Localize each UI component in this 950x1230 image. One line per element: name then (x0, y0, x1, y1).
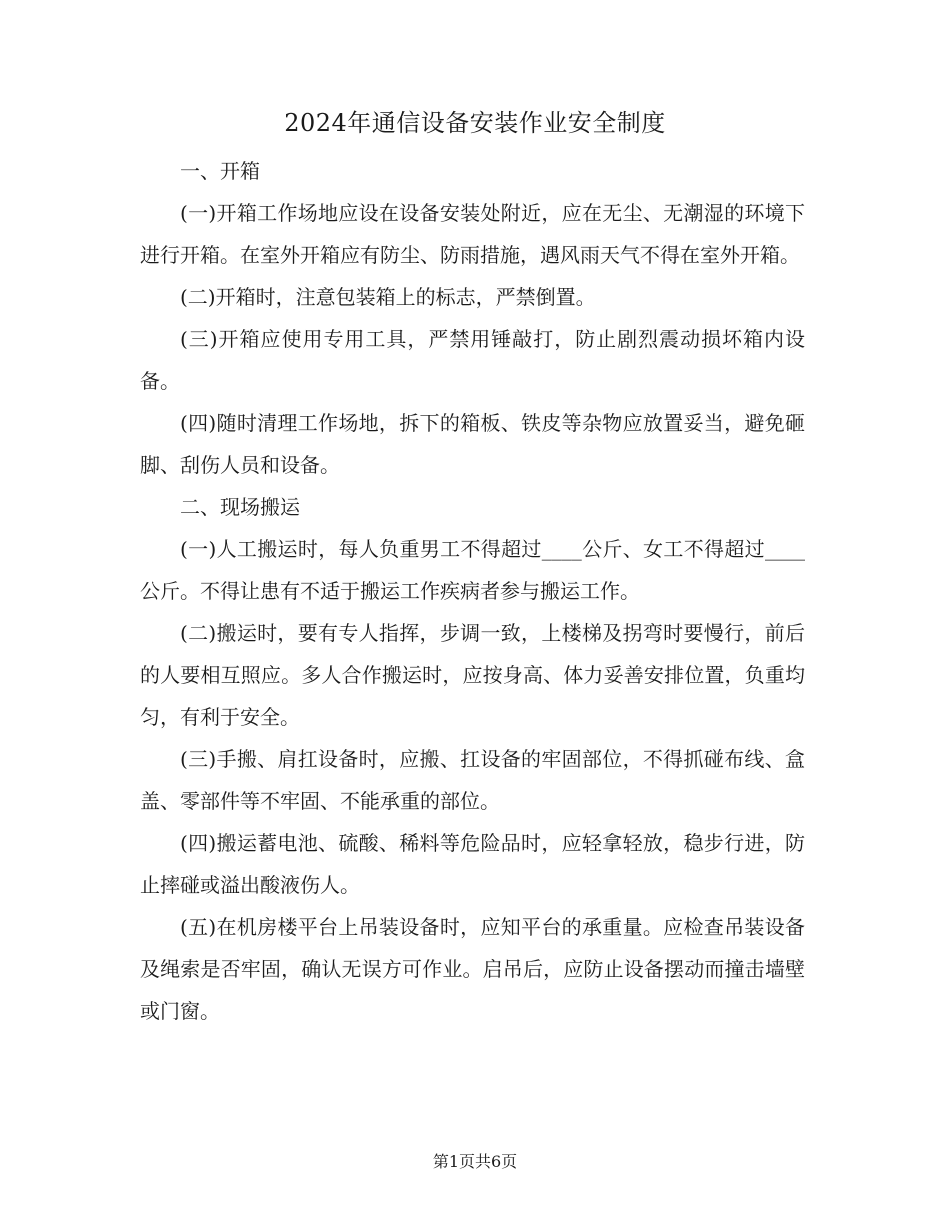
section-heading-onsite-transport: 二、现场搬运 (180, 495, 300, 519)
paragraph: (四)搬运蓄电池、硫酸、稀料等危险品时，应轻拿轻放，稳步行进，防止摔碰或溢出酸液伤人。 (140, 831, 805, 897)
paragraph: (三)手搬、肩扛设备时，应搬、扛设备的牢固部位，不得抓碰布线、盒盖、零部件等不牢固、不能承重的部位。 (140, 747, 805, 813)
paragraph: (二)搬运时，要有专人指挥，步调一致，上楼梯及拐弯时要慢行，前后的人要相互照应。多人合作搬运时，应按身高、体力妥善安排位置，负重均匀，有利于安全。 (140, 621, 805, 729)
page-title: 2024年通信设备安装作业安全制度 (284, 109, 666, 137)
paragraph: (一)开箱工作场地应设在设备安装处附近，应在无尘、无潮湿的环境下进行开箱。在室外开箱应有防尘、防雨措施，遇风雨天气不得在室外开箱。 (140, 201, 805, 267)
paragraph: (四)随时清理工作场地，拆下的箱板、铁皮等杂物应放置妥当，避免砸脚、刮伤人员和设备。 (140, 411, 805, 477)
document-body (140, 150, 805, 1032)
section-heading-unboxing: 一、开箱 (180, 159, 260, 183)
paragraph: (五)在机房楼平台上吊装设备时，应知平台的承重量。应检查吊装设备及绳索是否牢固，确认无误方可作业。启吊后，应防止设备摆动而撞击墙壁或门窗。 (140, 915, 805, 1023)
paragraph: (一)人工搬运时，每人负重男工不得超过____公斤、女工不得超过____公斤。不得让患有不适于搬运工作疾病者参与搬运工作。 (140, 537, 805, 603)
paragraph: (二)开箱时，注意包装箱上的标志，严禁倒置。 (180, 285, 596, 309)
page-number-footer: 第1页共6页 (432, 1152, 518, 1171)
paragraph: (三)开箱应使用专用工具，严禁用锤敲打，防止剧烈震动损坏箱内设备。 (140, 327, 805, 393)
